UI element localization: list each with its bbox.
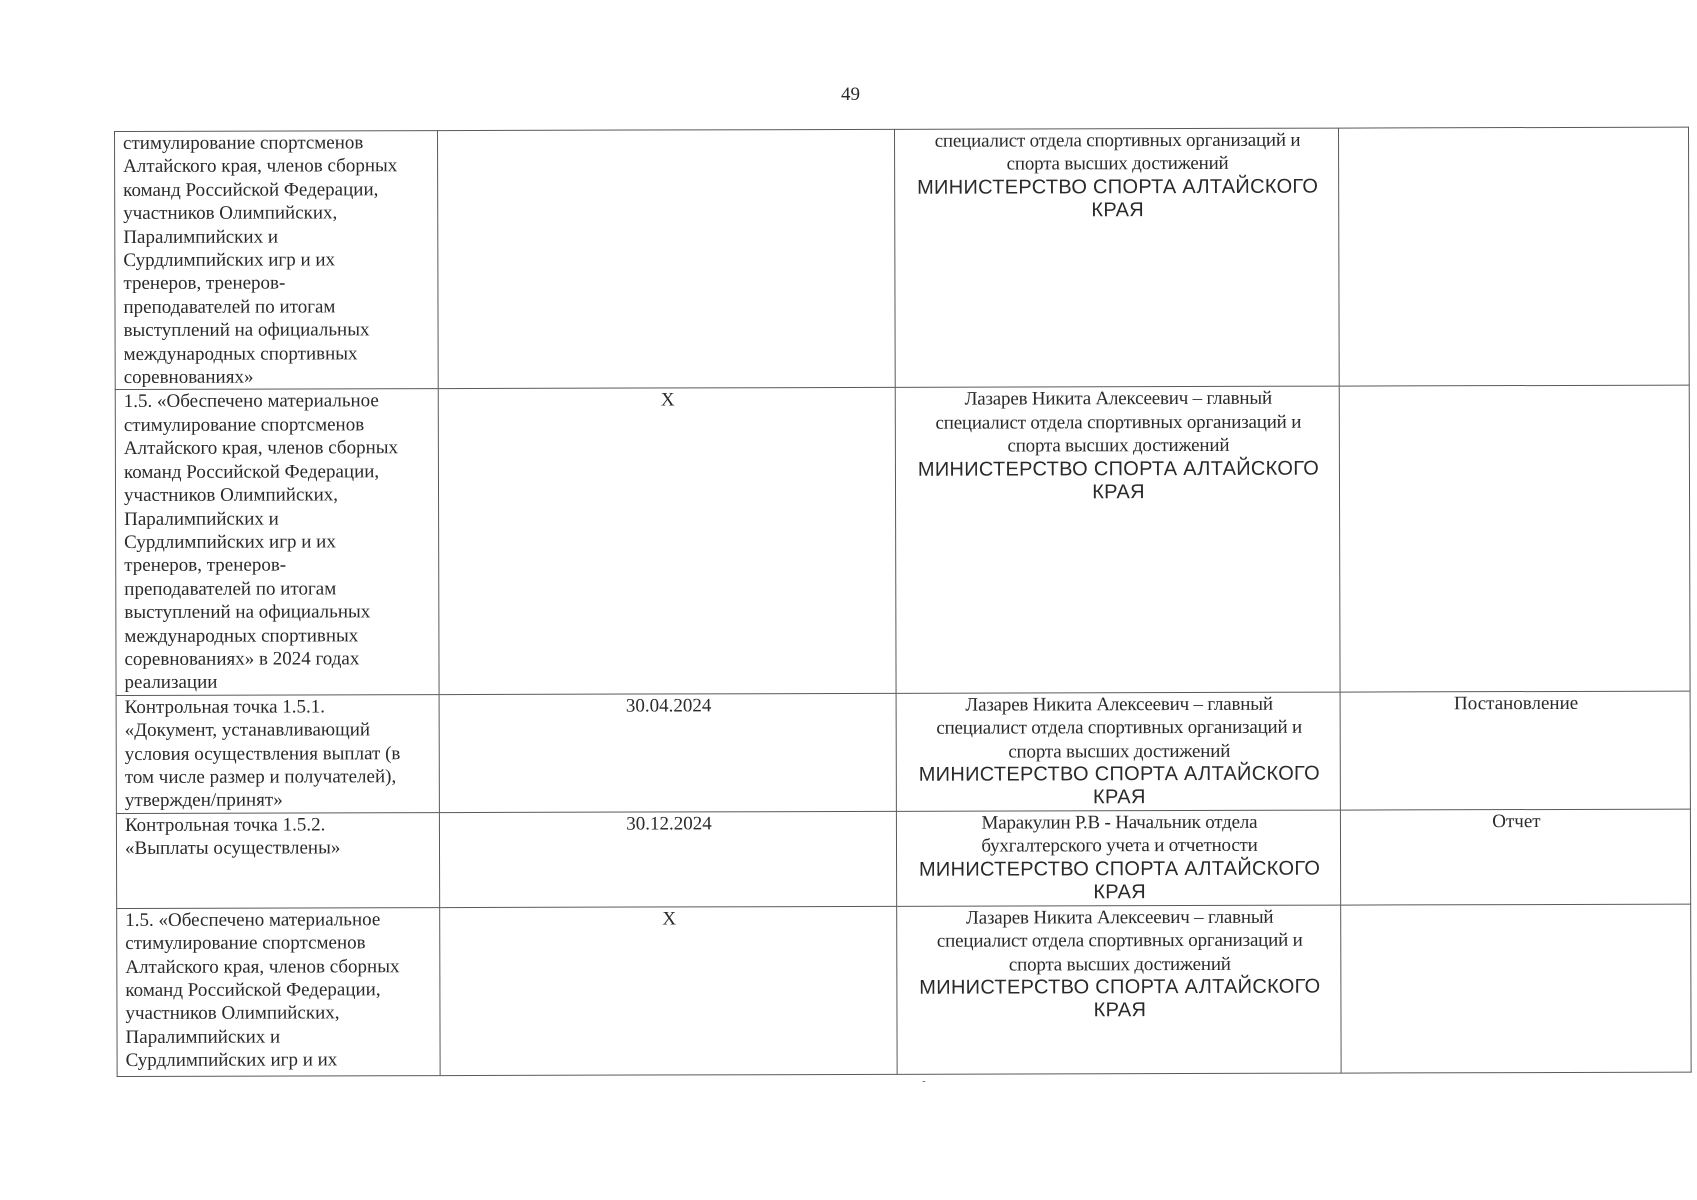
document-type-cell [1341, 904, 1691, 1073]
result-name-cell: 1.5. «Обеспечено материальное стимулирование спортсменов Алтайского края, членов сборных команд Российской Федерации, участников Олимпийских, Паралимпийских и Сурдлимпийских игр и их [117, 907, 440, 1076]
document-type-cell [1339, 386, 1690, 692]
deadline-cell: X [440, 906, 897, 1075]
scan-mark: - [922, 1075, 926, 1087]
responsible-person: Лазарев Никита Алексеевич – главный специалист отдела спортивных организаций и спорта высших достижений [935, 388, 1302, 457]
responsible-cell [896, 810, 1340, 906]
responsible-person: специалист отдела спортивных организаций и спорта высших достижений [934, 129, 1301, 175]
responsible-person: Лазарев Никита Алексеевич – главный специалист отдела спортивных организаций и спорта высших достижений [936, 693, 1303, 763]
table-row [117, 904, 1691, 1076]
deadline-cell: X [438, 388, 896, 695]
responsible-cell [894, 128, 1339, 388]
responsible-cell [896, 692, 1340, 811]
responsible-person: Маракулин Р.В - Начальник отдела бухгалтерского учета и отчетности [981, 811, 1258, 857]
result-name-cell: Контрольная точка 1.5.1. «Документ, устанавливающий условия осуществления выплат (в том числе размер и получателей), утвержден/принят» [116, 694, 439, 813]
page-number: 49 [841, 84, 860, 105]
responsible-organization: МИНИСТЕРСТВО СПОРТА АЛТАЙСКОГО КРАЯ [917, 175, 1319, 222]
result-name-cell: стимулирование спортсменов Алтайского края, членов сборных команд Российской Федерации, участников Олимпийских, Паралимпийских и Сурдлимпийских игр и их тренеров, тренеров- преподавателей по итогам выступлений на официальных международных спортивных соревнованиях» [115, 131, 439, 390]
document-type-cell: Постановление [1340, 691, 1690, 810]
responsible-organization: МИНИСТЕРСТВО СПОРТА АЛТАЙСКОГО КРАЯ [918, 857, 1321, 903]
responsible-cell [895, 387, 1340, 694]
responsible-organization: МИНИСТЕРСТВО СПОРТА АЛТАЙСКОГО КРАЯ [918, 762, 1320, 809]
responsible-person: Лазарев Никита Алексеевич – главный специалист отдела спортивных организаций и спорта высших достижений [936, 906, 1303, 976]
deadline-cell [438, 129, 896, 389]
document-type-cell: Отчет [1340, 809, 1690, 905]
table-row [116, 809, 1690, 908]
table-row [116, 691, 1690, 813]
document-type-cell [1338, 127, 1689, 386]
table-row [115, 386, 1690, 696]
result-name-cell: Контрольная точка 1.5.2. «Выплаты осуществлены» [116, 812, 439, 908]
table-row [115, 127, 1690, 390]
responsible-organization: МИНИСТЕРСТВО СПОРТА АЛТАЙСКОГО КРАЯ [919, 975, 1321, 1022]
responsible-cell [897, 905, 1341, 1074]
deadline-cell: 30.04.2024 [439, 693, 896, 812]
deadline-cell: 30.12.2024 [439, 811, 896, 907]
plan-table [114, 127, 1692, 1077]
result-name-cell: 1.5. «Обеспечено материальное стимулирование спортсменов Алтайского края, членов сборных команд Российской Федерации, участников Олимпийских, Паралимпийских и Сурдлимпийских игр и их тренеров, тренеров- преподавателей по итогам выступлений на официальных международных спортивных соревнованиях» в 2024 годах реализации [115, 389, 439, 695]
responsible-organization: МИНИСТЕРСТВО СПОРТА АЛТАЙСКОГО КРАЯ [917, 457, 1320, 503]
